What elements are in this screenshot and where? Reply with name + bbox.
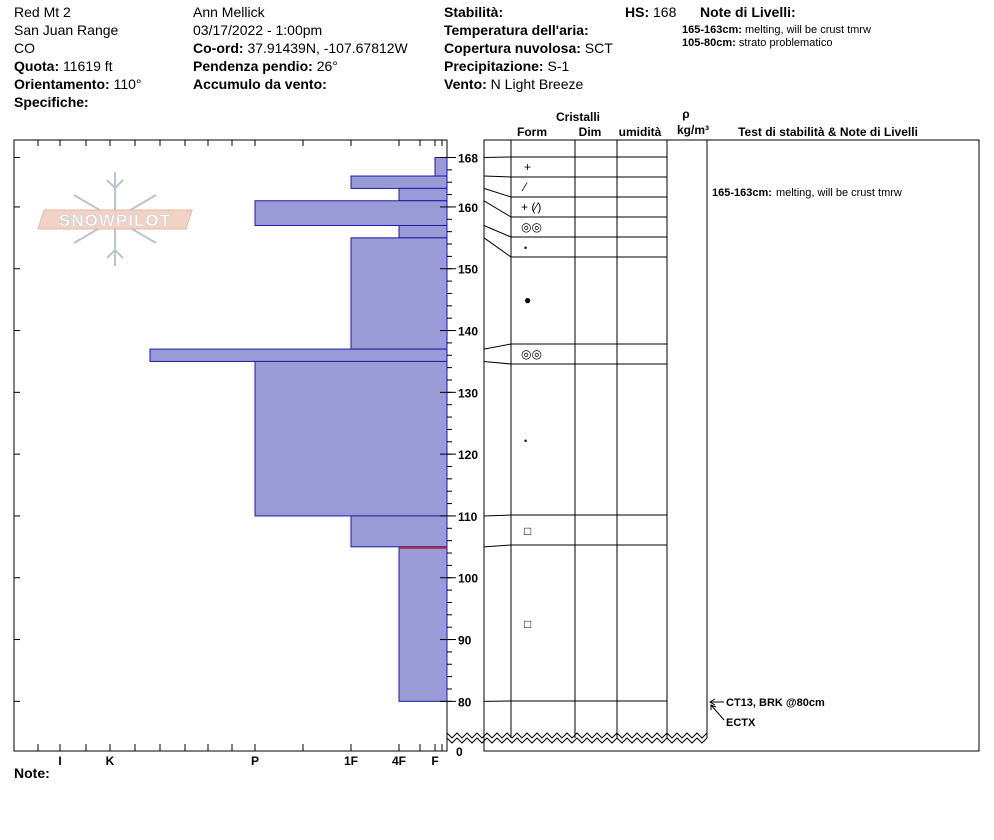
layer-connector [484, 188, 511, 197]
layer-connector [484, 225, 511, 237]
layer-connector [484, 157, 511, 158]
hardness-bar [255, 201, 447, 226]
layer-connector [484, 344, 511, 349]
precip-value: S-1 [547, 58, 570, 74]
layer-note-range: 165-163cm: [682, 24, 742, 36]
aspect-value: 110° [113, 76, 142, 92]
hardness-bar [435, 158, 447, 177]
snowpilot-logo [38, 172, 192, 266]
layer-connector [484, 176, 511, 177]
layer-connector [484, 545, 511, 547]
date-time: 03/17/2022 - 1:00pm [193, 22, 323, 38]
stability-note-range: 165-163cm: [712, 187, 772, 199]
hardness-label: 1F [343, 754, 359, 768]
sky-value: SCT [584, 40, 613, 56]
slope-value: 26° [316, 58, 338, 74]
depth-label: 90 [458, 633, 472, 648]
slope-label: Pendenza pendio: [193, 58, 313, 74]
elevation-value: 11619 ft [63, 58, 113, 74]
col-form: Form [517, 125, 547, 139]
precip-label: Precipitazione: [444, 58, 544, 74]
crystal-form-symbol: ● [524, 293, 532, 307]
wind-label: Vento: [444, 76, 487, 92]
layer-connector [484, 515, 511, 516]
hardness-bar [351, 176, 447, 188]
col-crystals: Cristalli [555, 110, 601, 124]
depth-label: 80 [458, 695, 472, 710]
layer-notes-heading: Note di Livelli: [700, 4, 796, 20]
hardness-label: F [431, 754, 439, 768]
hs-value: 168 [653, 4, 677, 20]
hardness-bar [351, 516, 447, 547]
crystal-form-symbol: + (⁄) [521, 200, 542, 214]
stability-notes [710, 187, 902, 729]
col-dim: Dim [578, 125, 602, 139]
depth-label: 150 [458, 262, 479, 277]
hardness-label: 4F [391, 754, 407, 768]
table-frame [484, 140, 979, 751]
stability-test: ECTX [726, 717, 756, 729]
location-name: Red Mt 2 [14, 4, 71, 20]
specifics-label: Specifiche: [14, 94, 89, 110]
notes-label: Note: [14, 765, 50, 781]
hardness-bar [399, 188, 447, 200]
crystal-form-symbol: □ [524, 617, 532, 631]
stability-note [712, 187, 902, 199]
test-arrow [711, 705, 724, 720]
crystal-form-symbol: □ [524, 524, 532, 538]
depth-label: 130 [458, 386, 479, 401]
crystal-form-symbol: ◎◎ [521, 220, 542, 234]
crystal-form-symbol: • [524, 243, 528, 253]
hardness-bar [399, 547, 447, 702]
axis-break [447, 733, 707, 738]
hardness-bars [150, 158, 447, 702]
stability-note-text: melting, will be crust tmrw [775, 187, 902, 199]
wind-value: N Light Breeze [490, 76, 584, 92]
depth-label: 160 [458, 200, 479, 215]
depth-label: 100 [458, 571, 479, 586]
depth-label: 120 [458, 448, 479, 463]
stability-test: CT13, BRK @80cm [726, 697, 825, 709]
crystal-form-symbol: + [524, 160, 532, 174]
layer-note-text: melting, will be crust tmrw [745, 24, 871, 36]
crystal-table [447, 140, 979, 751]
crystal-form-symbol: ◎◎ [521, 347, 542, 361]
hs-label: HS: [625, 4, 650, 20]
coord-label: Co-ord: [193, 40, 244, 56]
observer: Ann Mellick [193, 4, 265, 20]
hardness-bar [255, 361, 447, 516]
crystal-form-symbol: • [524, 436, 528, 446]
col-rho: ρ [682, 107, 690, 121]
hardness-label: K [105, 754, 115, 768]
hardness-bar [150, 349, 447, 361]
air-temp-label: Temperatura dell'aria: [444, 22, 589, 38]
state: CO [14, 40, 35, 56]
depth-break-label: 0 [456, 745, 463, 759]
aspect-label: Orientamento: [14, 76, 110, 92]
layer-connectors [484, 157, 511, 701]
stability-label: Stabilità: [444, 4, 504, 20]
layer-note-text: strato problematico [738, 37, 833, 49]
elevation-label: Quota: [14, 58, 60, 74]
layer-connector [484, 201, 511, 217]
depth-label: 140 [458, 324, 479, 339]
coord-value: 37.91439N, -107.67812W [247, 40, 408, 56]
depth-label: 110 [458, 509, 478, 524]
hardness-label: I [58, 754, 62, 768]
axis-break [447, 738, 707, 743]
depth-label: 168 [458, 151, 479, 166]
col-stability: Test di stabilità & Note di Livelli [738, 125, 918, 139]
logo-text: SNOWPILOT [59, 211, 171, 230]
layer-note-range: 105-80cm: [682, 37, 736, 49]
wind-loading-label: Accumulo da vento: [193, 76, 327, 92]
layer-connector [484, 238, 511, 257]
hardness-bar [399, 225, 447, 237]
layer-connector [484, 361, 511, 364]
col-moisture: umidità [618, 125, 662, 139]
col-density-unit: kg/m³ [676, 123, 710, 137]
mountain-range: San Juan Range [14, 22, 119, 38]
crystal-form-symbol: ⁄ [524, 180, 527, 194]
hardness-bar [351, 238, 447, 349]
sky-label: Copertura nuvolosa: [444, 40, 581, 56]
hardness-label: P [250, 754, 260, 768]
